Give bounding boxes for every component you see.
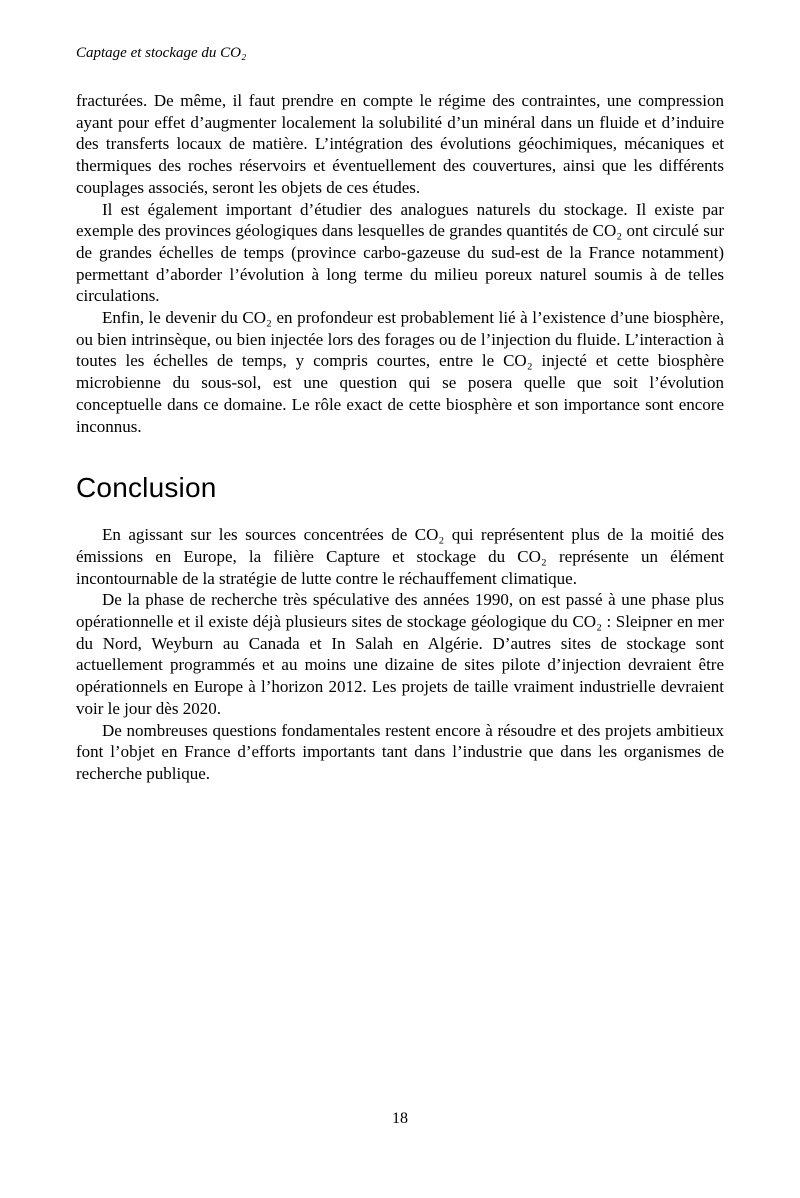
text-block [76,90,724,785]
paragraph: Enfin, le devenir du CO₂ en profondeur est probablement lié à l’existence d’une biosphère, ou bien intrinsèque, ou bien injectée lors des forages ou de l’injection du fluide. L’interaction à toutes les échelles de temps, y compris courtes, entre le CO₂ injecté et cette biosphère microbienne du sous-sol, est une question qui se posera quelle que soit l’évolution conceptuelle dans ce domaine. Le rôle exact de cette biosphère et son importance sont encore inconnus. [76,308,724,436]
paragraph: De nombreuses questions fondamentales restent encore à résoudre et des projets ambitieux font l’objet en France d’efforts importants tant dans l’industrie que dans les organismes de recherche publique. [76,720,724,783]
paragraph: Il est également important d’étudier des analogues naturels du stockage. Il existe par exemple des provinces géologiques dans lesquelles de grandes quantités de CO₂ ont circulé sur de grandes échelles de temps (province carbo-gazeuse du sud-est de la France notamment) permettant d’aborder l’évolution à long terme du milieu poreux naturel soumis à de telles circulations. [76,199,724,306]
paragraph: En agissant sur les sources concentrées de CO₂ qui représentent plus de la moitié des émissions en Europe, la filière Capture et stockage du CO₂ représente un élément incontournable de la stratégie de lutte contre le réchauffement climatique. [76,525,724,588]
section-heading: Conclusion [76,472,217,504]
paragraph: De la phase de recherche très spéculative des années 1990, on est passé à une phase plus opérationnelle et il existe déjà plusieurs sites de stockage géologique du CO₂ : Sleipner en mer du Nord, Weyburn au Canada et In Salah en Algérie. D’autres sites de stockage sont actuellement programmés et au moins une dizaine de sites pilote d’injection devraient être opérationnels en Europe à l’horizon 2012. Les projets de taille vraiment industrielle devraient voir le jour dès 2020. [76,590,724,718]
paragraph: fracturées. De même, il faut prendre en compte le régime des contraintes, une compression ayant pour effet d’augmenter localement la solubilité d’un minéral dans un fluide et d’induire des transferts locaux de matière. L’intégration des évolutions géochimiques, mécaniques et thermiques des roches réservoirs et éventuellement des couvertures, ainsi que les différents couplages associés, seront les objets de ces études. [76,91,724,197]
running-header: Captage et stockage du CO₂ [76,45,247,61]
page-number: 18 [392,1110,408,1127]
